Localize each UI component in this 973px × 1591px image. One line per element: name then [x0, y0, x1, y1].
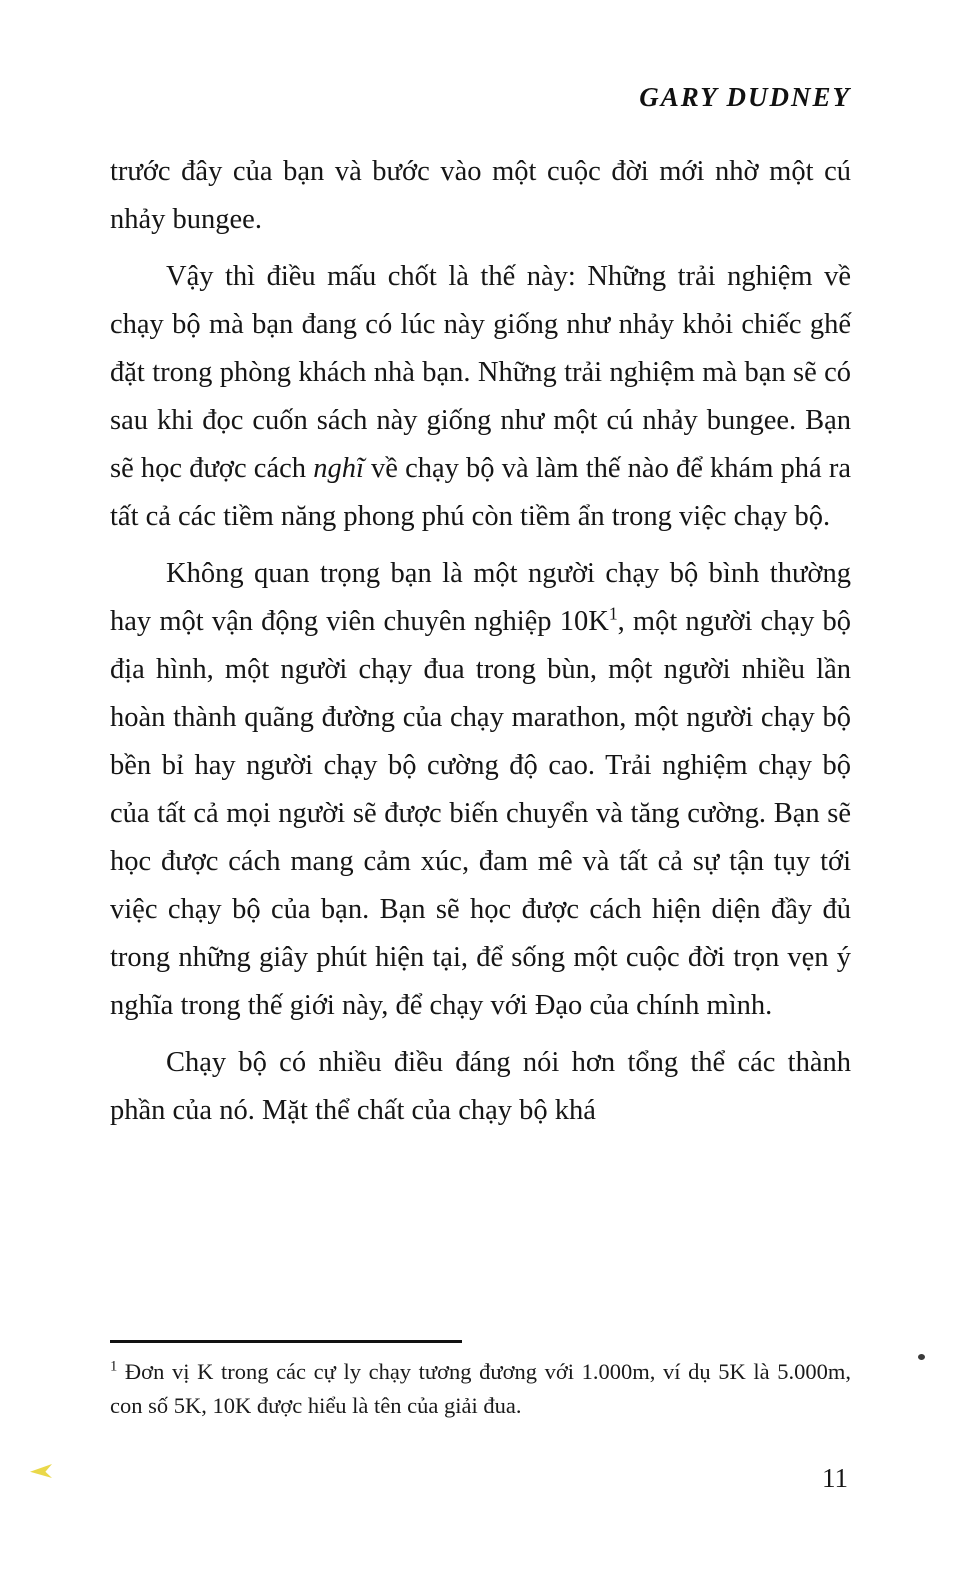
text-segment: , một người chạy bộ địa hình, một người chạy đua trong bùn, một người nhiều lần hoàn thành quãng đường của chạy marathon, một người chạy bộ bền bỉ hay người chạy bộ cường độ cao. Trải nghiệm chạy bộ của tất cả mọi người sẽ được biến chuyển và tăng cường. Bạn sẽ học được cách mang cảm xúc, đam mê và tất cả sự tận tụy tới việc chạy bộ của bạn. Bạn sẽ học được cách hiện diện đầy đủ trong những giây phút hiện tại, để sống một cuộc đời trọn vẹn ý nghĩa trong thế giới này, để chạy với Đạo của chính mình. [110, 606, 851, 1021]
running-header-author: GARY DUDNEY [639, 82, 851, 112]
footnote-body: Đơn vị K trong các cự ly chạy tương đương với 1.000m, ví dụ 5K là 5.000m, con số 5K, 10K được hiểu là tên của giải đua. [110, 1359, 851, 1418]
footnote-block [110, 1340, 851, 1423]
paragraph [110, 550, 851, 1030]
text-segment: về chạy bộ và làm thế nào để khám phá ra tất cả các tiềm năng phong phú còn tiềm ẩn trong việc chạy bộ. [110, 453, 852, 532]
scan-artifact-dot [918, 1354, 925, 1360]
footnote-text [110, 1355, 851, 1423]
text-segment: nghĩ [313, 453, 364, 484]
paragraph [110, 1039, 851, 1135]
paragraph [110, 148, 851, 244]
text-segment: Chạy bộ có nhiều điều đáng nói hơn tổng thể các thành phần của nó. Mặt thể chất của chạy bộ khá [110, 1047, 851, 1126]
text-segment: trước đây của bạn và bước vào một cuộc đời mới nhờ một cú nhảy bungee. [110, 156, 851, 235]
scan-artifact-yellow-mark [30, 1464, 52, 1478]
body-paragraphs [110, 148, 851, 1144]
text-segment: Vậy thì điều mấu chốt là thế này: Những trải nghiệm về chạy bộ mà bạn đang có lúc này giống như nhảy khỏi chiếc ghế đặt trong phòng khách nhà bạn. Những trải nghiệm mà bạn sẽ có sau khi đọc cuốn sách này giống như một cú nhảy bungee. Bạn sẽ học được cách [110, 261, 851, 484]
page-number: 11 [822, 1463, 848, 1493]
footnote-reference: 1 [608, 603, 618, 624]
text-segment: Không quan trọng bạn là một người chạy bộ bình thường hay một vận động viên chuyên nghiệp 10K [110, 558, 851, 637]
footnote-divider [110, 1340, 462, 1343]
footnote-marker: 1 [110, 1358, 118, 1375]
paragraph [110, 253, 851, 541]
